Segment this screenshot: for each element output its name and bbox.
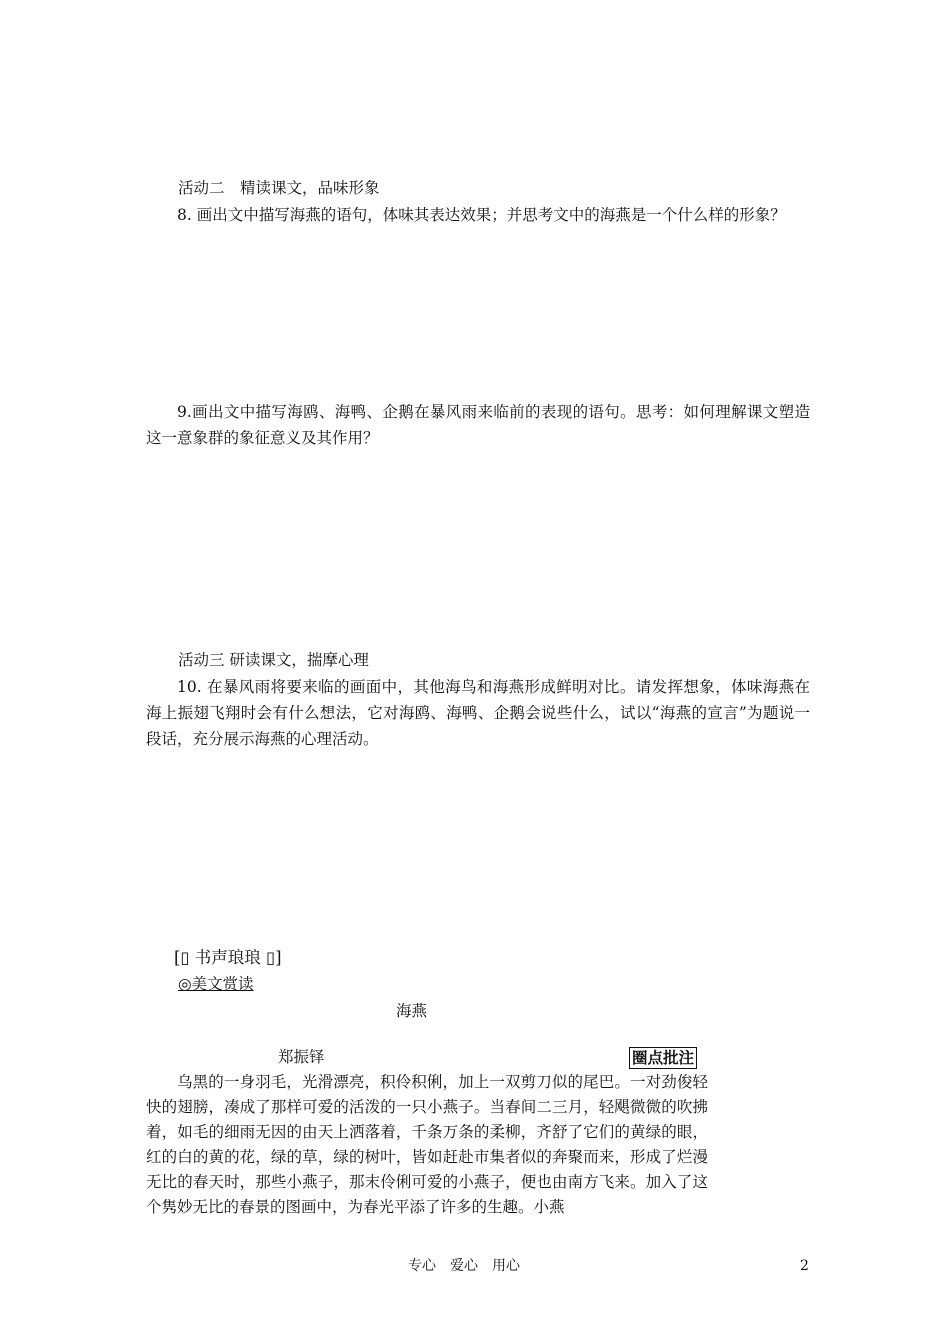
activity3-heading: 活动三 研读课文，揣摩心理: [178, 651, 369, 669]
footer-motto: 专心 爱心 用心: [408, 1258, 520, 1274]
subsection-label: ◎美文赏读: [178, 975, 254, 993]
annotation-box: 圈点批注: [629, 1047, 697, 1069]
section-label: [▯ 书声琅琅 ▯]: [174, 948, 282, 967]
essay-author: 郑振铎: [278, 1048, 325, 1066]
activity2-heading: 活动二 精读课文，品味形象: [178, 179, 380, 197]
essay-title: 海燕: [396, 1002, 428, 1020]
question-9: 9.画出文中描写海鸥、海鸭、企鹅在暴风雨来临前的表现的语句。思考：如何理解课文塑造这一意象群的象征意义及其作用？: [146, 403, 810, 447]
essay-body: 乌黑的一身羽毛，光滑漂亮，积伶积俐，加上一双剪刀似的尾巴。一对劲俊轻快的翅膀，凑成了那样可爱的活泼的一只小燕子。当春间二三月，轻飓微微的吹拂着，如毛的细雨无因的由天上洒落着，千条万条的柔柳，齐舒了它们的黄绿的眼，红的白的黄的花，绿的草，绿的树叶，皆如赶赴市集者似的奔聚而来，形成了烂漫无比的春天时，那些小燕子，那末伶俐可爱的小燕子，便也由南方飞来。加入了这个隽妙无比的春景的图画中，为春光平添了许多的生趣。小燕: [146, 1073, 708, 1216]
page-number: 2: [800, 1258, 809, 1274]
question-10: 10. 在暴风雨将要来临的画面中，其他海鸟和海燕形成鲜明对比。请发挥想象，体味海燕在海上振翅飞翔时会有什么想法，它对海鸥、海鸭、企鹅会说些什么，试以“海燕的宣言”为题说一段话，充分展示海燕的心理活动。: [146, 678, 810, 748]
question-8: 8. 画出文中描写海燕的语句，体味其表达效果；并思考文中的海燕是一个什么样的形象？: [177, 206, 786, 224]
